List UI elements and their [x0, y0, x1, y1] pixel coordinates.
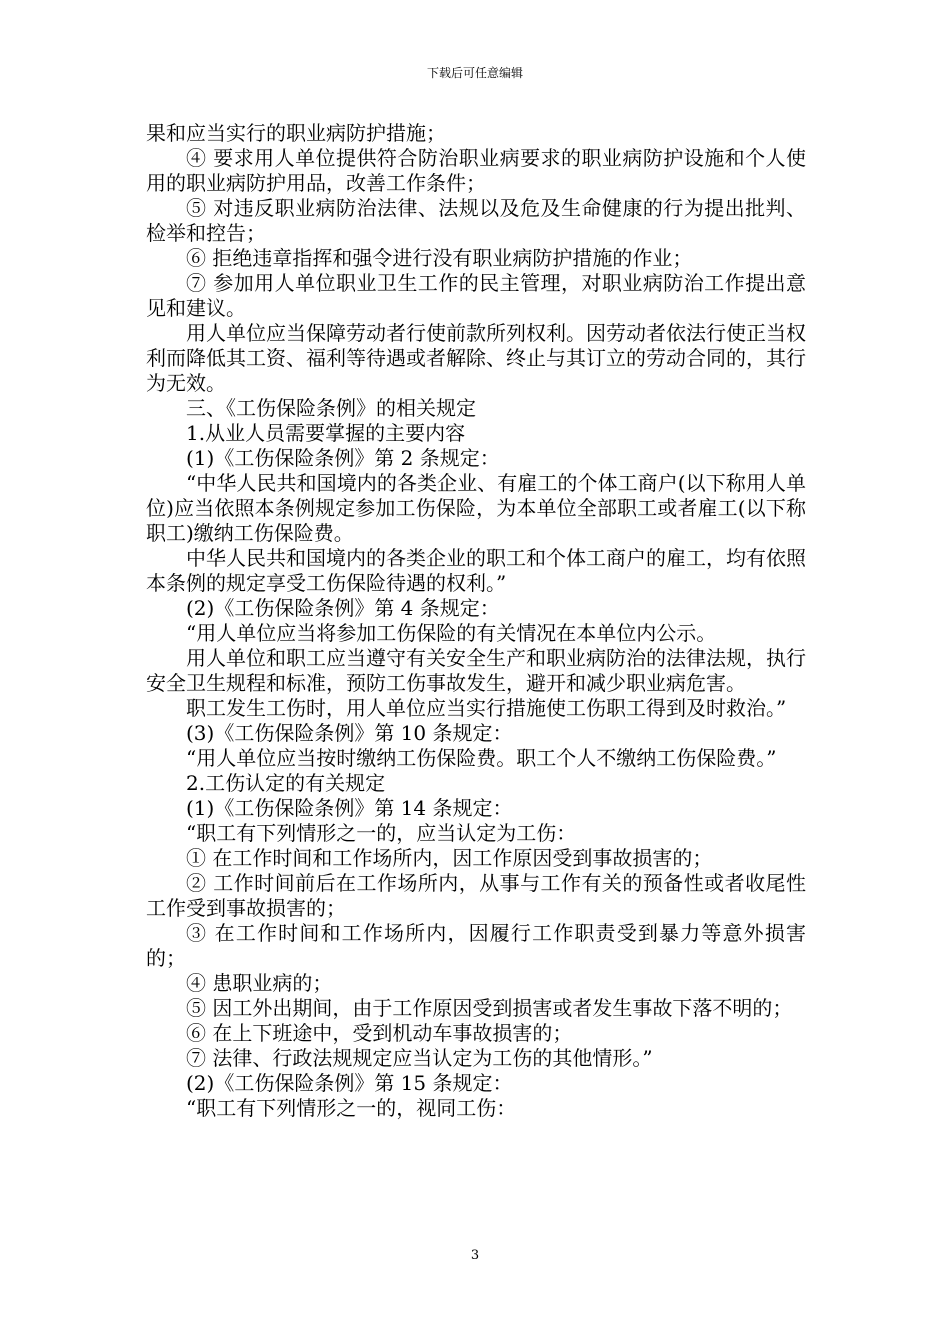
paragraph: 三、《工伤保险条例》的相关规定	[186, 396, 476, 420]
paragraph: (2)《工伤保险条例》第 15 条规定：	[186, 1071, 513, 1095]
document-body	[146, 121, 806, 1121]
paragraph: ④ 患职业病的；	[186, 971, 333, 995]
paragraph: ⑤ 对违反职业病防治法律、法规以及危及生命健康的行为提出批判、检举和控告；	[146, 196, 806, 245]
paragraph: ② 工作时间前后在工作场所内，从事与工作有关的预备性或者收尾性工作受到事故损害的；	[146, 871, 806, 920]
paragraph: ④ 要求用人单位提供符合防治职业病要求的职业病防护设施和个人使用的职业病防护用品，改善工作条件；	[146, 146, 806, 195]
paragraph: 中华人民共和国境内的各类企业的职工和个体工商户的雇工，均有依照本条例的规定享受工伤保险待遇的权利。”	[146, 546, 806, 595]
paragraph: ① 在工作时间和工作场所内，因工作原因受到事故损害的；	[186, 846, 713, 870]
paragraph: 用人单位和职工应当遵守有关安全生产和职业病防治的法律法规，执行安全卫生规程和标准，预防工伤事故发生，避开和减少职业病危害。	[146, 646, 806, 695]
paragraph: (2)《工伤保险条例》第 4 条规定：	[186, 596, 500, 620]
paragraph: ⑤ 因工外出期间，由于工作原因受到损害或者发生事故下落不明的；	[186, 996, 793, 1020]
paragraph: ⑥ 在上下班途中，受到机动车事故损害的；	[186, 1021, 573, 1045]
paragraph: (3)《工伤保险条例》第 10 条规定：	[186, 721, 513, 745]
header-text: 下载后可任意编辑	[426, 66, 523, 80]
page-number: 3	[470, 1248, 480, 1263]
paragraph: “用人单位应当按时缴纳工伤保险费。职工个人不缴纳工伤保险费。”	[186, 746, 777, 770]
paragraph: “职工有下列情形之一的，应当认定为工伤：	[186, 821, 577, 845]
paragraph: (1)《工伤保险条例》第 14 条规定：	[186, 796, 513, 820]
paragraph: (1)《工伤保险条例》第 2 条规定：	[186, 446, 500, 470]
paragraph: ③ 在工作时间和工作场所内，因履行工作职责受到暴力等意外损害的；	[146, 921, 806, 970]
paragraph: “中华人民共和国境内的各类企业、有雇工的个体工商户(以下称用人单位)应当依照本条例规定参加工伤保险，为本单位全部职工或者雇工(以下称职工)缴纳工伤保险费。	[146, 471, 806, 545]
paragraph: ⑦ 法律、行政法规规定应当认定为工伤的其他情形。”	[186, 1046, 653, 1070]
paragraph: 2.工伤认定的有关规定	[186, 771, 386, 795]
paragraph: 职工发生工伤时，用人单位应当实行措施使工伤职工得到及时救治。”	[186, 696, 787, 720]
paragraph: “职工有下列情形之一的，视同工伤：	[186, 1096, 517, 1120]
paragraph: ⑥ 拒绝违章指挥和强令进行没有职业病防护措施的作业；	[186, 246, 693, 270]
page-header	[0, 66, 950, 80]
paragraph: 1.从业人员需要掌握的主要内容	[186, 421, 466, 445]
paragraph: ⑦ 参加用人单位职业卫生工作的民主管理，对职业病防治工作提出意见和建议。	[146, 271, 806, 320]
paragraph: 用人单位应当保障劳动者行使前款所列权利。因劳动者依法行使正当权利而降低其工资、福利等待遇或者解除、终止与其订立的劳动合同的，其行为无效。	[146, 321, 806, 395]
paragraph: 果和应当实行的职业病防护措施；	[146, 121, 446, 145]
page-footer	[0, 1248, 950, 1263]
paragraph: “用人单位应当将参加工伤保险的有关情况在本单位内公示。	[186, 621, 717, 645]
